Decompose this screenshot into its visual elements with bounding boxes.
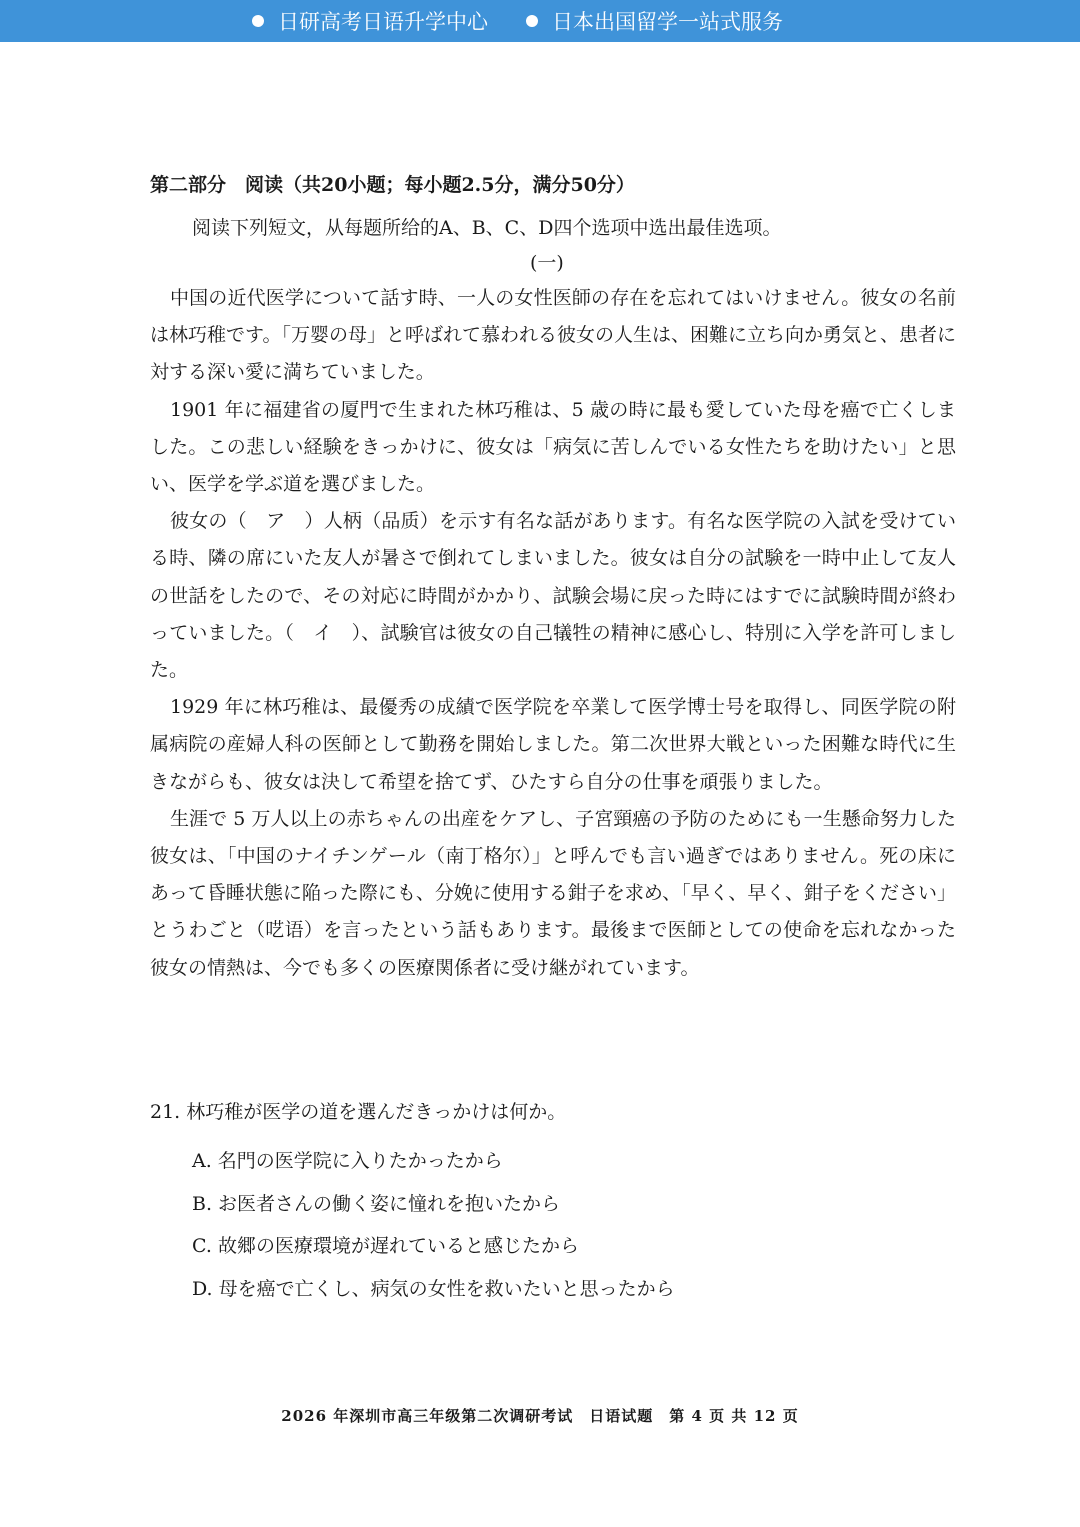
reading-passage	[150, 280, 956, 987]
passage-number: (一)	[530, 252, 564, 274]
banner-text-1: 日研高考日语升学中心	[278, 10, 488, 34]
header-banner	[0, 0, 1080, 42]
option-b: B. お医者さんの働く姿に憧れを抱いたから	[192, 1192, 561, 1215]
bullet-dot-icon	[526, 15, 538, 27]
passage-paragraph: 生涯で 5 万人以上の赤ちゃんの出産をケアし、子宮頸癌の予防のためにも一生懸命努力した彼女は、「中国のナイチンゲール（南丁格尔）」と呼んでも言い過ぎではありません。死の床にあって昏睡状態に陥った際にも、分娩に使用する鉗子を求め、「早く、早く、鉗子をください」とうわごと（呓语）を言ったという話もあります。最後まで医師としての使命を忘れなかった彼女の情熱は、今でも多くの医療関係者に受け継がれています。	[150, 807, 956, 979]
bullet-dot-icon	[252, 15, 264, 27]
page-footer: 2026 年深圳市高三年级第二次调研考试 日语试题 第 4 页 共 12 页	[281, 1407, 799, 1425]
passage-paragraph: 中国の近代医学について話す時、一人の女性医師の存在を忘れてはいけません。彼女の名前は林巧稚です。「万婴の母」と呼ばれて慕われる彼女の人生は、困難に立ち向か勇気と、患者に対する深い愛に満ちていました。	[150, 287, 956, 384]
banner-text-2: 日本出国留学一站式服务	[552, 10, 783, 34]
option-a: A. 名門の医学院に入りたかったから	[192, 1150, 503, 1172]
section-instruction: 阅读下列短文，从每题所给的A、B、C、D四个选项中选出最佳选项。	[192, 217, 782, 239]
passage-paragraph: 1901 年に福建省の厦門で生まれた林巧稚は、5 歳の時に最も愛していた母を癌で亡くしました。この悲しい経験をきっかけに、彼女は「病気に苦しんでいる女性たちを助けたい」と思い、医学を学ぶ道を選びました。	[150, 398, 956, 496]
passage-paragraph: 彼女の（ ア ）人柄（品质）を示す有名な話があります。有名な医学院の入試を受けている時、隣の席にいた友人が暑さで倒れてしまいました。彼女は自分の試験を一時中止して友人の世話をしたので、その対応に時間がかかり、試験会場に戻った時にはすでに試験時間が終わっていました。（ イ ）、試験官は彼女の自己犠牲の精神に感心し、特別に入学を許可しました。	[150, 510, 956, 682]
question-21: 21. 林巧稚が医学の道を選んだきっかけは何か。	[150, 1101, 567, 1123]
banner-item-1	[252, 6, 488, 36]
option-c: C. 故郷の医療環境が遅れていると感じたから	[192, 1235, 579, 1257]
option-d: D. 母を癌で亡くし、病気の女性を救いたいと思ったから	[192, 1277, 675, 1300]
answer-options	[192, 1140, 675, 1310]
banner-item-2	[526, 6, 783, 36]
section-heading: 第二部分 阅读（共20小题；每小题2.5分，满分50分）	[150, 174, 635, 196]
passage-paragraph: 1929 年に林巧稚は、最優秀の成績で医学院を卒業して医学博士号を取得し、同医学院の附属病院の産婦人科の医師として勤務を開始しました。第二次世界大戦といった困難な時代に生きながらも、彼女は決して希望を捨てず、ひたすら自分の仕事を頑張りました。	[150, 696, 956, 793]
